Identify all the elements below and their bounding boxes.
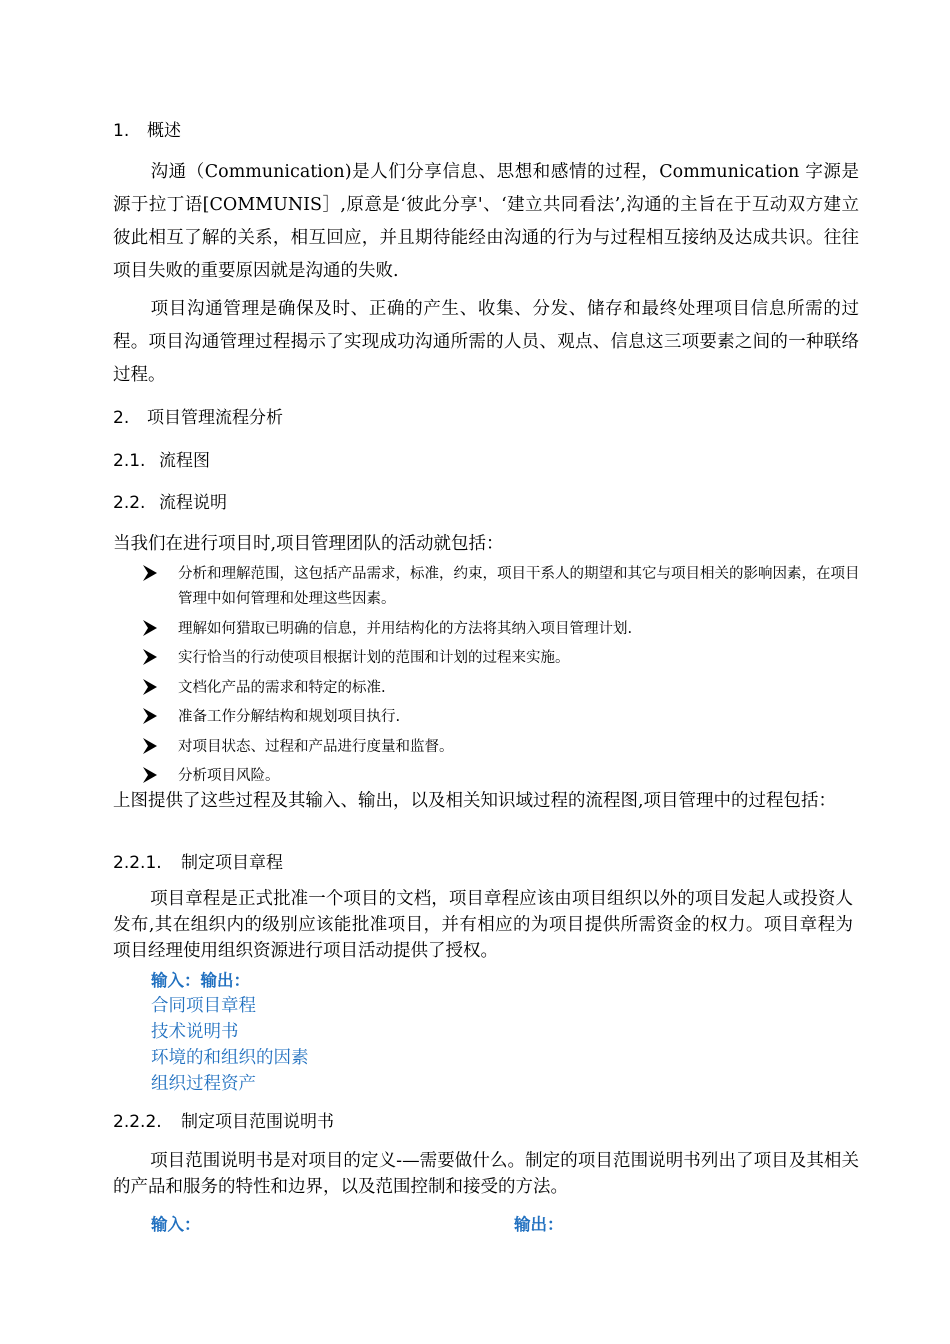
list-item-text: 分析和理解范围，这包括产品需求，标准，约束，项目干系人的期望和其它与项目相关的影响因素，在项目管理中如何管理和处理这些因素。 <box>178 566 860 607</box>
arrow-bullet-icon <box>142 563 158 583</box>
list-item: 合同项目章程 <box>151 996 256 1016</box>
arrow-bullet-icon <box>142 736 158 756</box>
heading-2-2 <box>113 492 227 514</box>
paragraph-charter <box>113 886 853 964</box>
heading-2-2-1 <box>113 852 283 874</box>
list-item <box>140 705 860 730</box>
heading-1 <box>113 120 181 142</box>
list-item: 技术说明书 <box>151 1022 239 1042</box>
list-item <box>140 646 860 671</box>
list-item <box>140 617 860 642</box>
paragraph-comm-management <box>113 293 859 392</box>
heading-2 <box>113 407 283 429</box>
paragraph-text: 项目沟通管理是确保及时、正确的产生、收集、分发、储存和最终处理项目信息所需的过程。项目沟通管理过程揭示了实现成功沟通所需的人员、观点、信息这三项要素之间的一种联络过程。 <box>113 299 859 385</box>
heading-number: 2.2.2. <box>113 1112 162 1132</box>
list-item: 组织过程资产 <box>151 1074 256 1094</box>
list-item-text: 文档化产品的需求和特定的标准. <box>178 679 386 696</box>
list-item <box>140 764 860 789</box>
arrow-bullet-icon <box>142 765 158 785</box>
list-item-text: 实行恰当的行动使项目根据计划的范围和计划的过程来实施。 <box>178 650 570 666</box>
list-item-text: 对项目状态、过程和产品进行度量和监督。 <box>178 738 454 755</box>
list-item <box>140 735 860 760</box>
scope-output-label: 输出： <box>514 1215 564 1234</box>
heading-title: 概述 <box>147 121 181 141</box>
charter-io-list <box>151 993 309 1097</box>
paragraph-scope <box>113 1148 859 1200</box>
heading-title: 流程说明 <box>159 493 227 513</box>
list-item-text: 分析项目风险。 <box>178 768 280 784</box>
list-item <box>140 562 860 612</box>
heading-title: 流程图 <box>159 451 210 471</box>
paragraph-processes-intro: 上图提供了这些过程及其输入、输出，以及相关知识域过程的流程图,项目管理中的过程包括： <box>113 791 837 811</box>
list-item <box>140 676 860 701</box>
arrow-bullet-icon <box>142 618 158 638</box>
heading-title: 项目管理流程分析 <box>147 408 283 428</box>
heading-2-1 <box>113 450 210 472</box>
paragraph-text: 项目范围说明书是对项目的定义-—需要做什么。制定的项目范围说明书列出了项目及其相关的产品和服务的特性和边界，以及范围控制和接受的方法。 <box>113 1151 859 1197</box>
heading-number: 2.1. <box>113 451 146 471</box>
heading-number: 2.2. <box>113 493 146 513</box>
arrow-bullet-icon <box>142 677 158 697</box>
heading-title: 制定项目章程 <box>181 853 283 873</box>
heading-2-2-2 <box>113 1111 334 1133</box>
list-item-text: 理解如何猎取已明确的信息，并用结构化的方法将其纳入项目管理计划. <box>178 620 633 637</box>
arrow-bullet-icon <box>142 647 158 667</box>
heading-number: 1. <box>113 121 130 141</box>
heading-number: 2. <box>113 408 130 428</box>
paragraph-activities-intro: 当我们在进行项目时,项目管理团队的活动就包括： <box>113 534 504 554</box>
list-item: 环境的和组织的因素 <box>151 1048 309 1068</box>
charter-io-label: 输入：输出： <box>151 971 250 990</box>
arrow-bullet-icon <box>142 706 158 726</box>
heading-number: 2.2.1. <box>113 853 162 873</box>
heading-title: 制定项目范围说明书 <box>181 1112 334 1132</box>
list-item-text: 准备工作分解结构和规划项目执行. <box>178 709 401 725</box>
paragraph-text: 项目章程是正式批准一个项目的文档，项目章程应该由项目组织以外的项目发起人或投资人发布,其在组织内的级别应该能批准项目，并有相应的为项目提供所需资金的权力。项目章程为项目经理使用组织资源进行项目活动提供了授权。 <box>113 889 853 961</box>
activity-list <box>140 562 860 794</box>
paragraph-text: 沟通（Communication)是人们分享信息、思想和感情的过程，Communication 字源是源于拉丁语[COMMUNIS］,原意是‘彼此分享'、‘建立共同看法’,沟通的主旨在于互动双方建立彼此相互了解的关系，相互回应，并且期待能经由沟通的行为与过程相互接纳及达成共识。往往项目失败的重要原因就是沟通的失败. <box>113 162 859 281</box>
scope-input-label: 输入： <box>151 1215 201 1234</box>
paragraph-communication <box>113 156 859 288</box>
